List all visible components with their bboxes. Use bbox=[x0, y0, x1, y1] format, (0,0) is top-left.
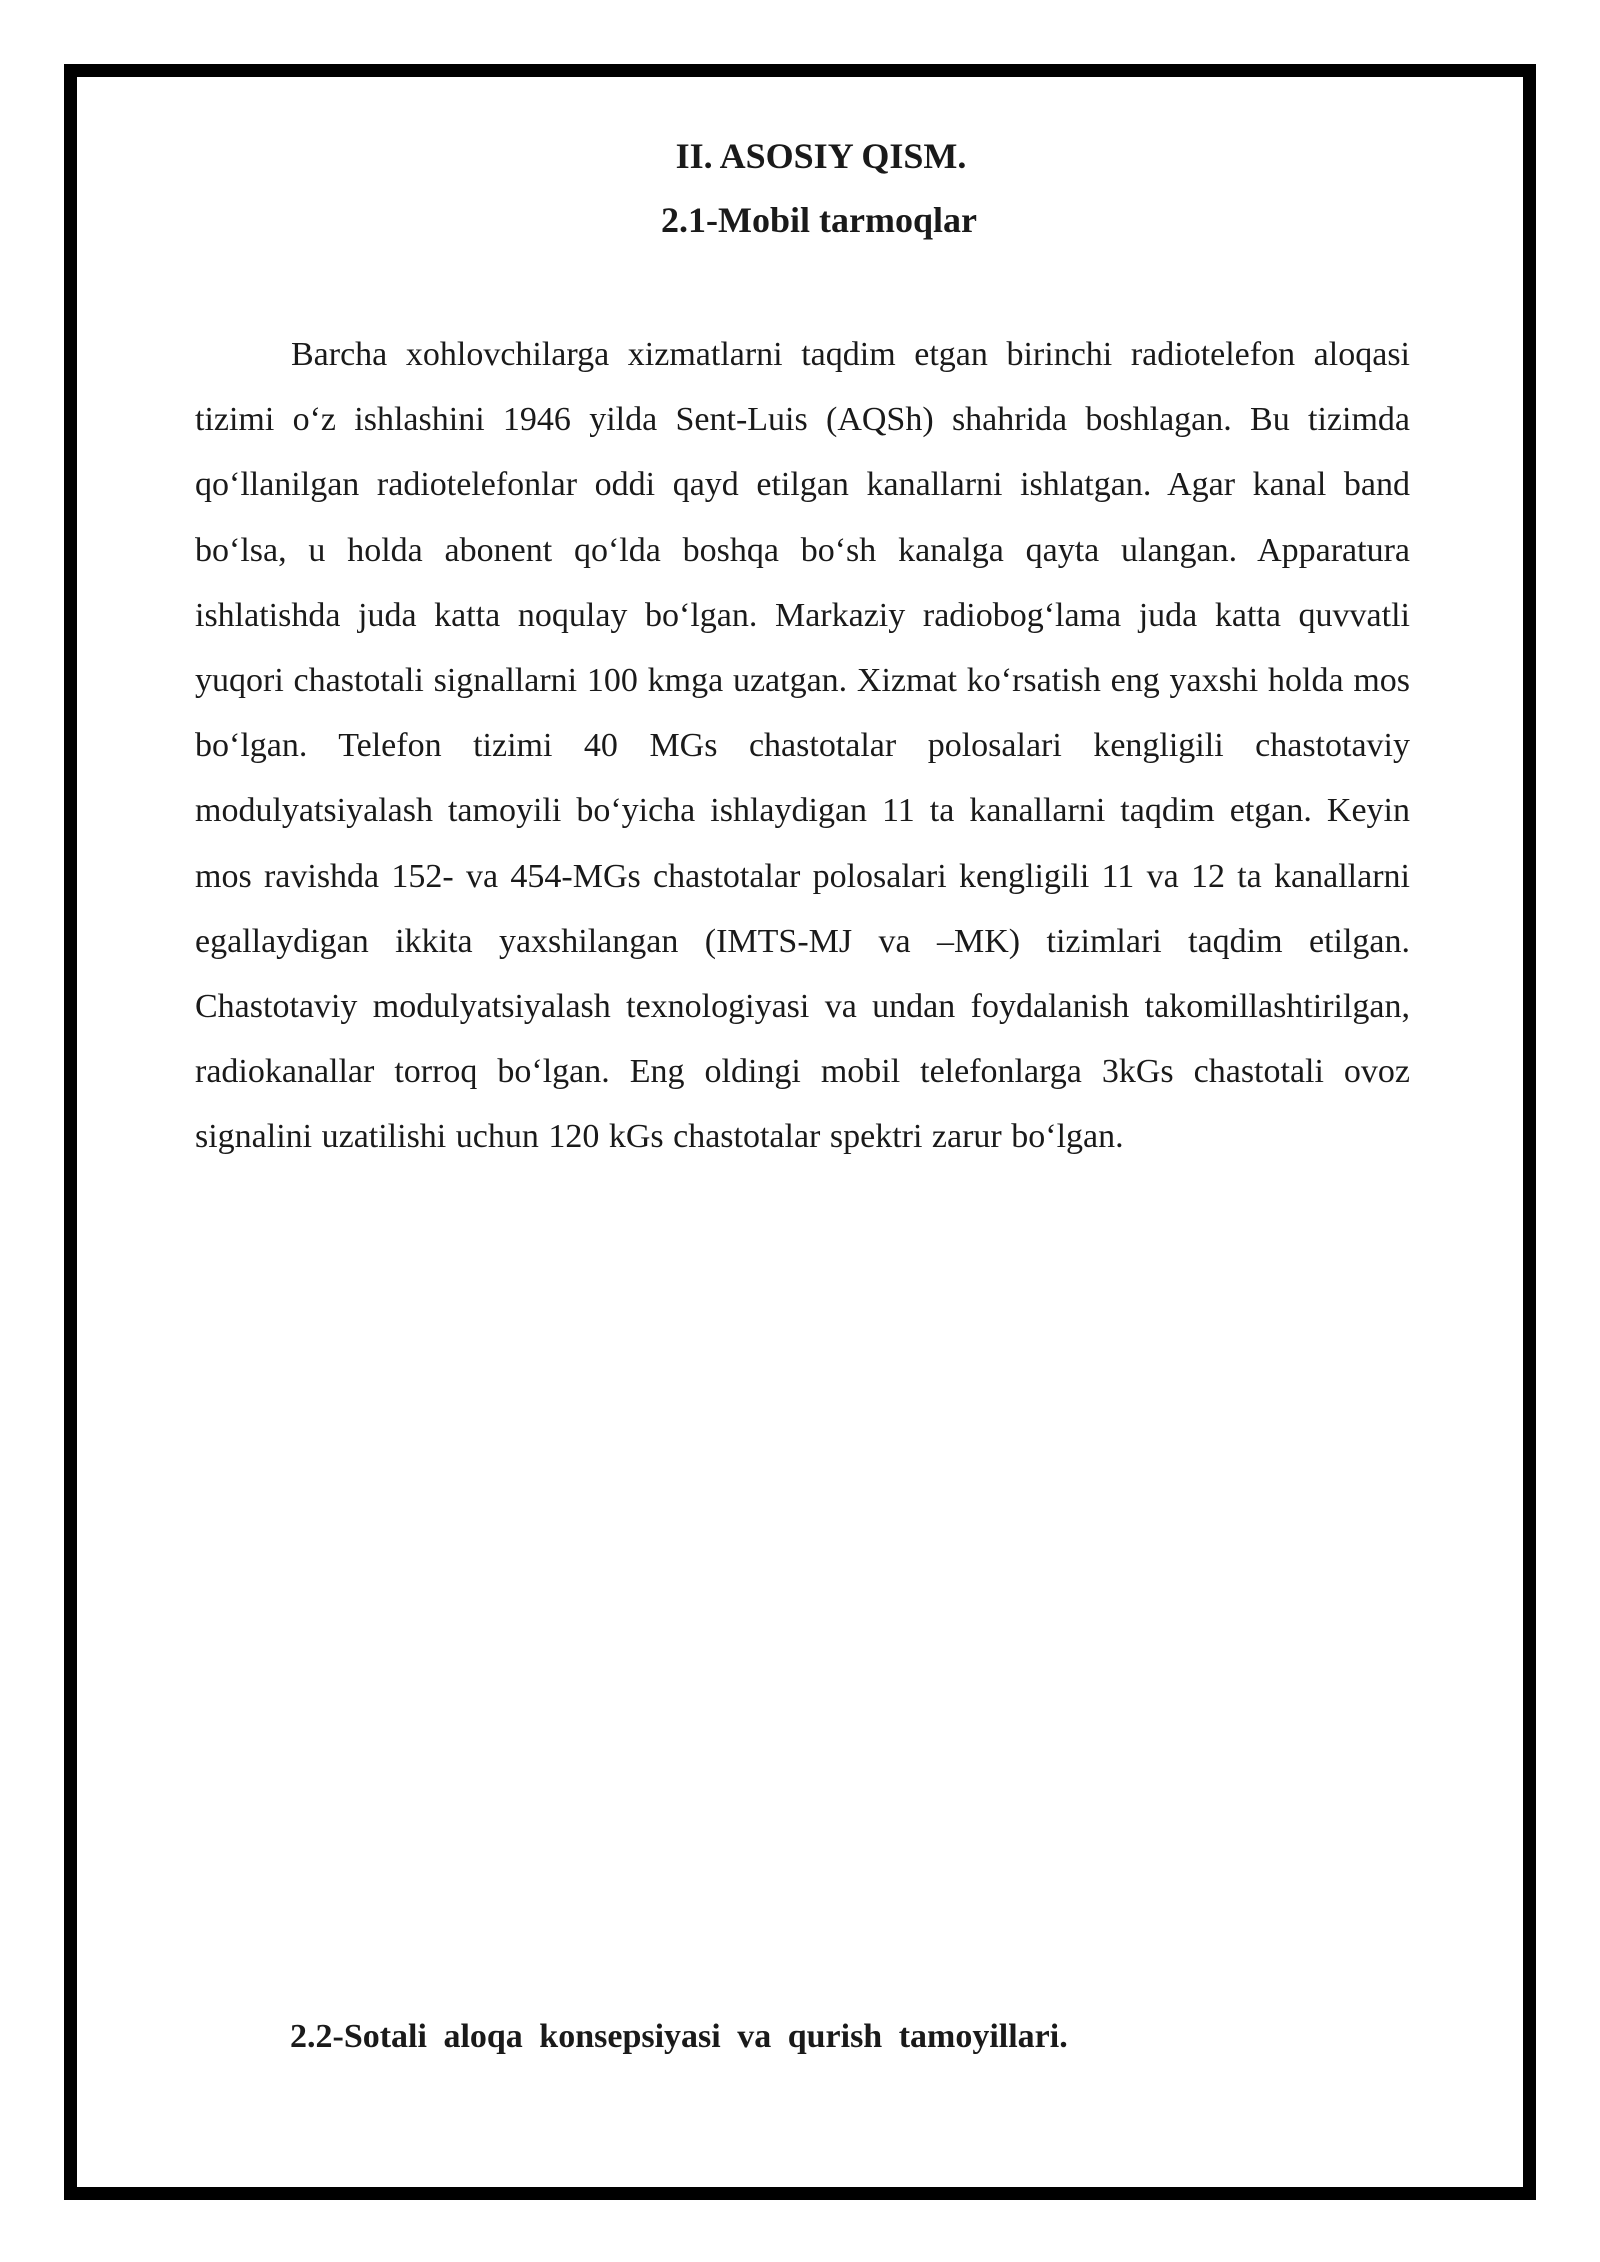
main-heading: II. ASOSIY QISM. bbox=[675, 136, 967, 176]
next-section-heading: 2.2-Sotali aloqa konsepsiyasi va qurish tamoyillari. bbox=[290, 2018, 1068, 2055]
section-heading: 2.1-Mobil tarmoqlar bbox=[661, 200, 977, 240]
body-paragraph: Barcha xohlovchilarga xizmatlarni taqdim etgan birinchi radiotelefon aloqasi tizimi o‘z ishlashini 1946 yilda Sent-Luis (AQSh) shahrida boshlagan. Bu tizimda qo‘llanilgan radiotelefonlar oddi qayd etilgan kanallarni ishlatgan. Agar kanal band bo‘lsa, u holda abonent qo‘lda boshqa bo‘sh kanalga qayta ulangan. Apparatura ishlatishda juda katta noqulay bo‘lgan. Markaziy radiobog‘lama juda katta quvvatli yuqori chastotali signallarni 100 kmga uzatgan. Xizmat ko‘rsatish eng yaxshi holda mos bo‘lgan. Telefon tizimi 40 MGs chastotalar polosalari kengligili chastotaviy modulyatsiyalash tamoyili bo‘yicha ishlaydigan 11 ta kanallarni taqdim etgan. Keyin mos ravishda 152- va 454-MGs chastotalar polosalari kengligili 11 va 12 ta kanallarni egallaydigan ikkita yaxshilangan (IMTS-MJ va –MK) tizimlari taqdim etilgan. Chastotaviy modulyatsiyalash texnologiyasi va undan foydalanish takomillashtirilgan, radiokanallar torroq bo‘lgan. Eng oldingi mobil telefonlarga 3kGs chastotali ovoz signalini uzatilishi uchun 120 kGs chastotalar spektri zarur bo‘lgan. bbox=[195, 336, 1410, 1156]
